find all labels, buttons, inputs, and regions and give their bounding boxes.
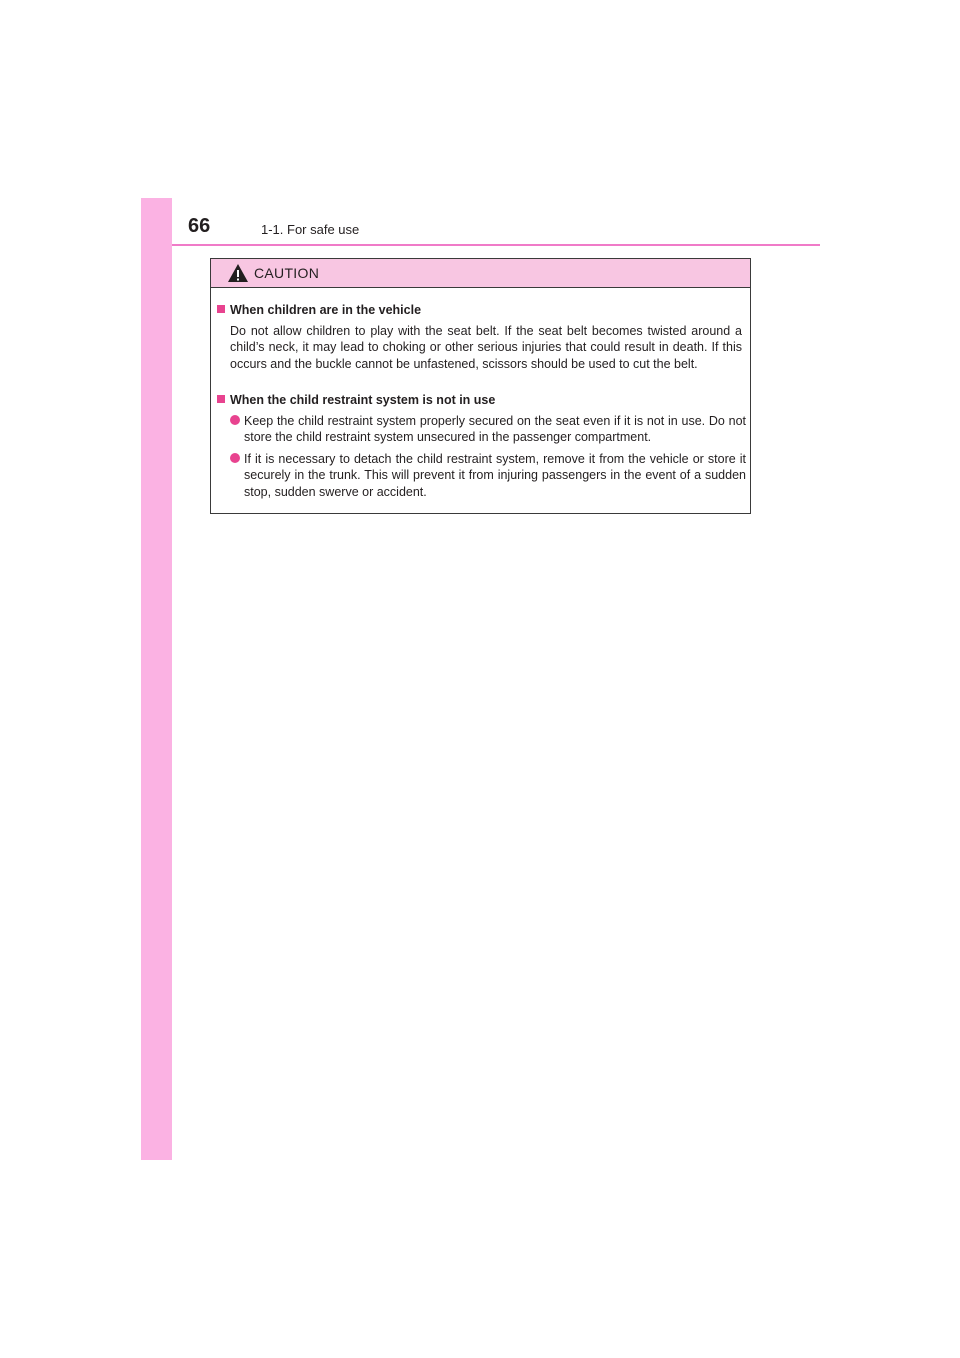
caution-box xyxy=(210,258,751,514)
header-rule xyxy=(172,244,820,246)
list-item xyxy=(230,413,746,446)
caution-header xyxy=(211,259,750,288)
square-bullet-icon xyxy=(217,395,225,403)
side-tab xyxy=(141,198,172,1160)
caution-label: CAUTION xyxy=(254,265,320,281)
section-title: 1-1. For safe use xyxy=(261,222,360,237)
page-number: 66 xyxy=(188,215,211,237)
section-heading xyxy=(217,302,421,318)
section-paragraph: Do not allow children to play with the seat belt. If the seat belt becomes twisted around a child’s neck, it may lead to choking or other serious injuries that could result in death. If this occurs and the buckle cannot be unfastened, scissors should be used to cut the belt. xyxy=(230,324,742,371)
warning-triangle-icon xyxy=(227,263,249,283)
square-bullet-icon xyxy=(217,305,225,313)
section-heading-text: When the child restraint system is not in use xyxy=(230,393,496,407)
list-item xyxy=(230,451,746,500)
section-heading xyxy=(217,392,495,408)
list-item-text: Keep the child restraint system properly secured on the seat even if it is not in use. Do not store the child restraint system unsecured in the passenger compartment. xyxy=(244,414,746,445)
round-bullet-icon xyxy=(230,453,240,463)
section-heading-text: When children are in the vehicle xyxy=(230,303,422,317)
round-bullet-icon xyxy=(230,415,240,425)
list-item-text: If it is necessary to detach the child restraint system, remove it from the vehicle or store it securely in the trunk. This will prevent it from injuring passengers in the event of a sudden stop, sudden swerve or accident. xyxy=(244,452,746,499)
